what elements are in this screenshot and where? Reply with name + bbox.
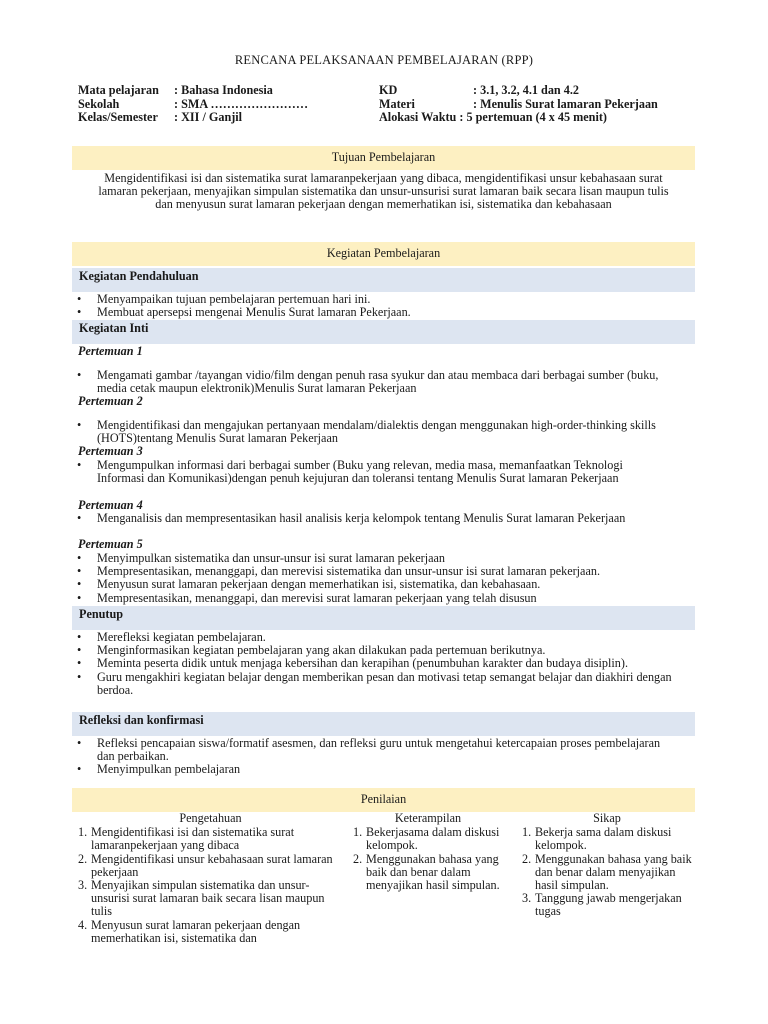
keterampilan-column	[353, 812, 503, 892]
penilaian-heading: Penilaian	[72, 788, 695, 812]
sekolah-value: : SMA ……………………	[174, 96, 309, 111]
refleksi-list	[72, 737, 672, 777]
list-item: • Membuat apersepsi mengenai Menulis Surat lamaran Pekerjaan.	[72, 306, 672, 319]
penutup-list	[72, 631, 672, 697]
inti-heading: Kegiatan Inti	[72, 320, 695, 344]
list-item: • Mempresentasikan, menanggapi, dan merevisi surat lamaran pekerjaan yang telah disusun	[72, 592, 672, 605]
kelas-label: Kelas/Semester	[78, 110, 158, 124]
list-item: • Merefleksi kegiatan pembelajaran.	[72, 631, 672, 644]
pendahuluan-list	[72, 293, 672, 319]
pertemuan-1-list	[72, 369, 672, 395]
list-item: 1. Bekerja sama dalam diskusi kelompok.	[522, 825, 672, 853]
list-item: 3. Tanggung jawab mengerjakan tugas	[522, 891, 682, 919]
list-item: 1. Mengidentifikasi isi dan sistematika surat lamaranpekerjaan yang dibaca	[78, 825, 295, 853]
document-meta	[78, 84, 658, 125]
tujuan-heading: Tujuan Pembelajaran	[72, 146, 695, 170]
list-item: • Menyimpulkan sistematika dan unsur-unsur isi surat lamaran pekerjaan	[72, 552, 672, 565]
materi-value: : Menulis Surat lamaran Pekerjaan	[473, 96, 658, 111]
meta-row	[78, 84, 658, 98]
pertemuan-4-list	[72, 512, 672, 525]
kegiatan-heading: Kegiatan Pembelajaran	[72, 242, 695, 266]
list-item: • Menginformasikan kegiatan pembelajaran yang akan dilakukan pada pertemuan berikutnya.	[72, 644, 672, 657]
mata-pelajaran-label: Mata pelajaran	[78, 83, 159, 97]
list-item: 1. Bekerjasama dalam diskusi kelompok.	[353, 825, 500, 853]
list-item: • Guru mengakhiri kegiatan belajar dengan memberikan pesan dan motivasi tetap semangat belajar dan diakhiri dengan berdoa.	[72, 671, 672, 697]
list-item: • Mengidentifikasi dan mengajukan pertanyaan mendalam/dialektis dengan menggunakan high-order-thinking skills (HOTS)tentang Menulis Surat lamaran Pekerjaan	[72, 419, 672, 445]
list-item: • Menyimpulkan pembelajaran	[72, 763, 672, 776]
list-item: • Refleksi pencapaian siswa/formatif asesmen, dan refleksi guru untuk mengetahui ketercapaian proses pembelajaran dan perbaikan.	[72, 737, 672, 763]
mata-pelajaran-value: : Bahasa Indonesia	[174, 83, 273, 97]
sikap-heading: Sikap	[593, 811, 621, 825]
pertemuan-2-label: Pertemuan 2	[78, 394, 143, 408]
document-title: RENCANA PELAKSANAAN PEMBELAJARAN (RPP)	[234, 53, 534, 67]
pertemuan-2-list	[72, 419, 672, 445]
list-item: 3. Menyajikan simpulan sistematika dan unsur-unsurisi surat lamaran baik secara lisan maupun tulis	[78, 878, 325, 919]
list-item: • Menganalisis dan mempresentasikan hasil analisis kerja kelompok tentang Menulis Surat lamaran Pekerjaan	[72, 512, 672, 525]
kd-value: : 3.1, 3.2, 4.1 dan 4.2	[473, 83, 579, 97]
list-item: • Menyampaikan tujuan pembelajaran pertemuan hari ini.	[72, 293, 672, 306]
refleksi-heading: Refleksi dan konfirmasi	[72, 712, 695, 736]
keterampilan-heading: Keterampilan	[394, 811, 462, 825]
list-item: 2. Mengidentifikasi unsur kebahasaan surat lamaran pekerjaan	[78, 851, 333, 879]
list-item: • Meminta peserta didik untuk menjaga kebersihan dan kerapihan (penumbuhan karakter dan budaya disiplin).	[72, 657, 672, 670]
pertemuan-4-label: Pertemuan 4	[78, 498, 143, 512]
kd-label: KD	[379, 83, 398, 97]
pertemuan-3-label: Pertemuan 3	[78, 444, 143, 458]
pengetahuan-column	[78, 812, 343, 945]
sekolah-label: Sekolah	[78, 96, 120, 111]
pertemuan-5-label: Pertemuan 5	[78, 537, 143, 551]
alokasi-label: Alokasi Waktu	[379, 110, 457, 124]
pertemuan-1-label: Pertemuan 1	[78, 344, 143, 358]
list-item: 4. Menyusun surat lamaran pekerjaan dengan memerhatikan isi, sistematika dan	[78, 917, 301, 945]
materi-label: Materi	[379, 96, 415, 111]
alokasi-value: : 5 pertemuan (4 x 45 menit)	[459, 110, 607, 124]
tujuan-text: Mengidentifikasi isi dan sistematika surat lamaranpekerjaan yang dibaca, mengidentifikasi unsur kebahasaan surat lamaran pekerjaan, menyajikan simpulan sistematika dan unsur-unsurisi surat lamaran baik secara lisan maupun tulis dan menyusun surat lamaran pekerjaan dengan memerhatikan isi, sistematika dan kebahasaan	[98, 171, 669, 212]
penutup-heading: Penutup	[72, 606, 695, 630]
meta-row	[78, 98, 658, 112]
list-item: • Mempresentasikan, menanggapi, dan merevisi sistematika dan unsur-unsur isi surat lamaran pekerjaan.	[72, 565, 672, 578]
list-item: • Menyusun surat lamaran pekerjaan dengan memerhatikan isi, sistematika, dan kebahasaan.	[72, 578, 672, 591]
keterampilan-list	[353, 826, 503, 892]
pendahuluan-heading: Kegiatan Pendahuluan	[72, 268, 695, 292]
sikap-column	[522, 812, 692, 919]
sikap-list	[522, 826, 692, 918]
pertemuan-3-list	[72, 459, 672, 485]
list-item: 2. Menggunakan bahasa yang baik dan benar dalam menyajikan hasil simpulan.	[353, 851, 500, 893]
list-item: • Mengumpulkan informasi dari berbagai sumber (Buku yang relevan, media masa, memanfaatkan Teknologi Informasi dan Komunikasi)dengan penuh kejujuran dan toleransi tentang Menulis Surat lamaran Pekerjaan	[72, 459, 672, 485]
list-item: 2. Menggunakan bahasa yang baik dan benar dalam menyajikan hasil simpulan.	[522, 851, 692, 893]
pengetahuan-heading: Pengetahuan	[179, 811, 242, 825]
list-item: • Mengamati gambar /tayangan vidio/film dengan penuh rasa syukur dan atau membaca dari berbagai sumber (buku, media cetak maupun elektronik)Menulis Surat lamaran Pekerjaan	[72, 369, 672, 395]
kelas-value: : XII / Ganjil	[174, 110, 243, 124]
pengetahuan-list	[78, 826, 343, 945]
pertemuan-5-list	[72, 552, 672, 605]
meta-row	[78, 111, 658, 125]
